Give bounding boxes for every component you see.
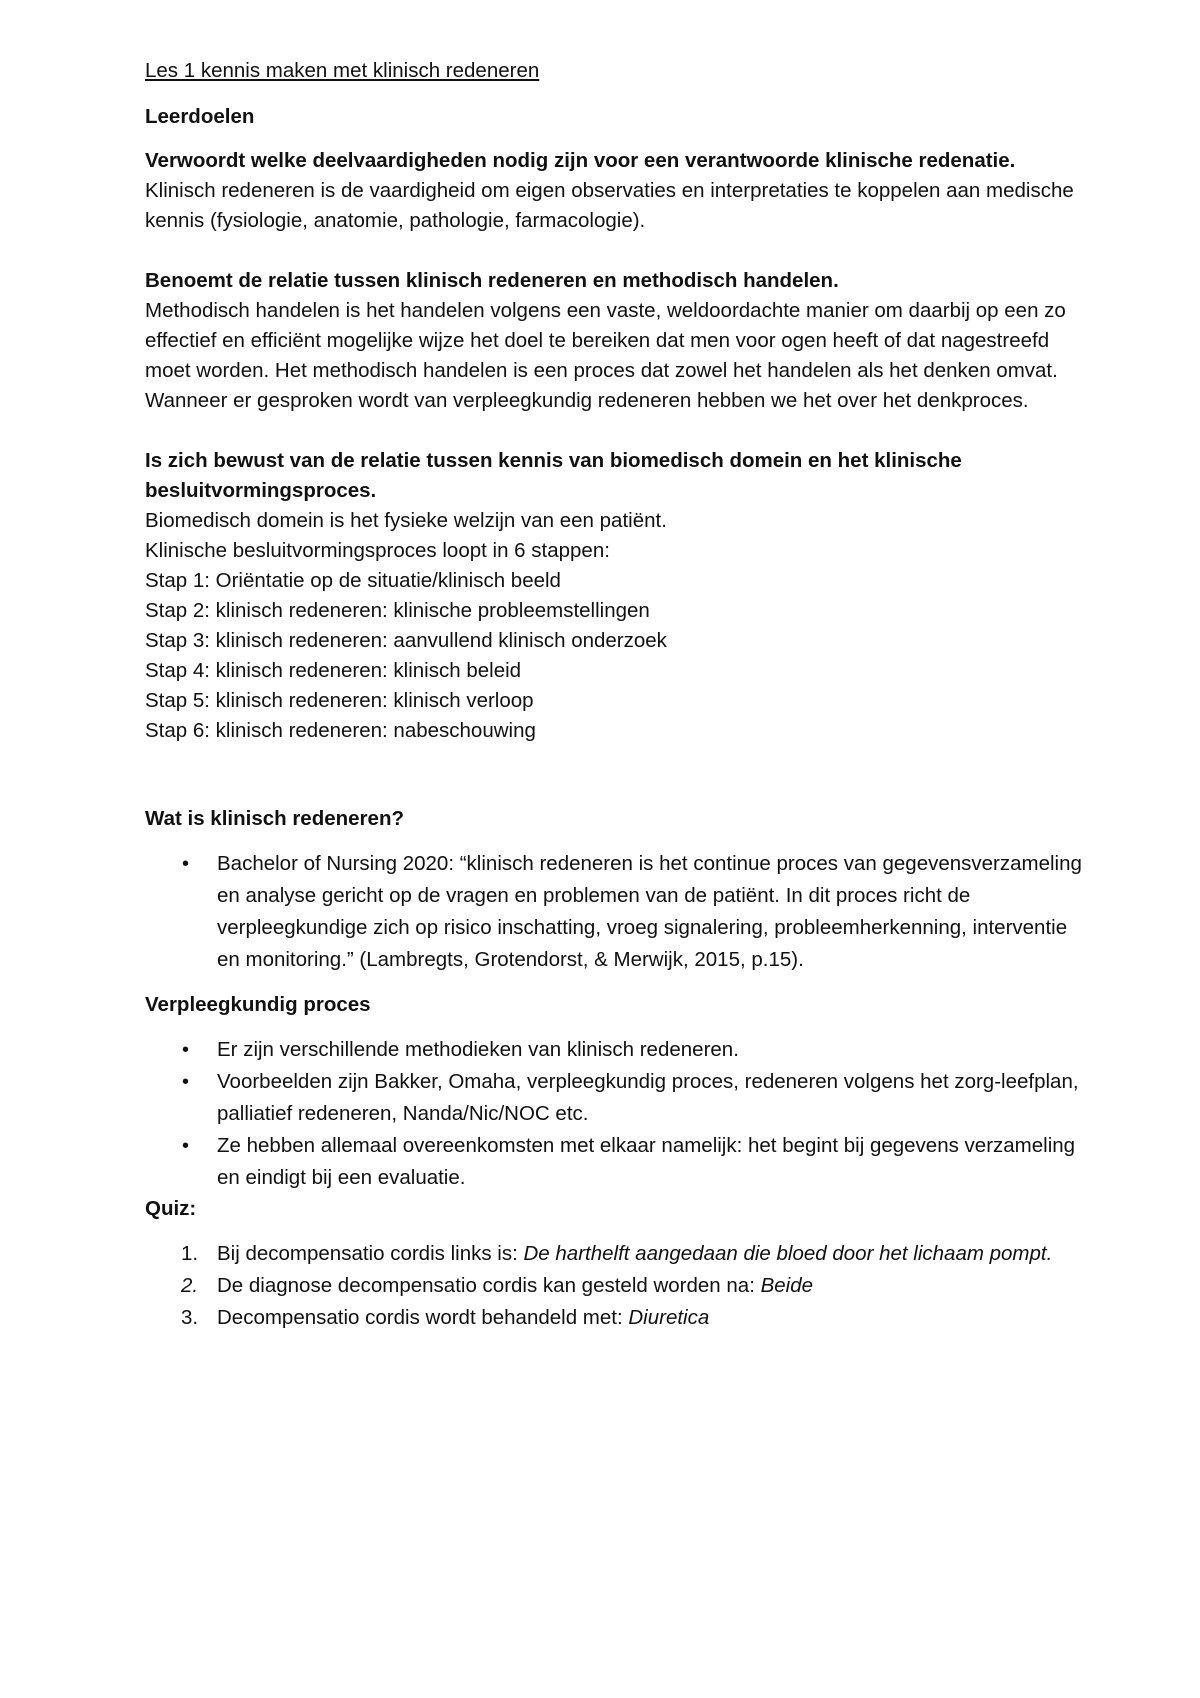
quiz-item-number: 2. — [181, 1274, 199, 1297]
goal-3-line: Biomedisch domein is het fysieke welzijn van een patiënt. — [145, 509, 667, 532]
list-item-text: Voorbeelden zijn Bakker, Omaha, verpleegkundig proces, redeneren volgens het zorg-leefplan, palliatief redeneren, Nanda/Nic/NOC etc. — [217, 1070, 1079, 1125]
bullet-icon: • — [182, 853, 190, 875]
goal-2-body: Methodisch handelen is het handelen volgens een vaste, weldoordachte manier om daarbij op een zo effectief en efficiënt mogelijke wijze het doel te bereiken dat men voor ogen heeft of dat nagestreefd moet worden. Het methodisch handelen is een proces dat zowel het handelen als het denken omvat. Wanneer er gesproken wordt van verpleegkundig redeneren hebben we het over het denkproces. — [145, 299, 1066, 412]
document-title: Les 1 kennis maken met klinisch redeneren — [145, 59, 540, 82]
quiz-question: Decompensatio cordis wordt behandeld met: — [217, 1306, 629, 1329]
what-is-heading: Wat is klinisch redeneren? — [145, 807, 404, 830]
quiz-item — [145, 1270, 1085, 1302]
list-item-text: Ze hebben allemaal overeenkomsten met elkaar namelijk: het begint bij gegevens verzameling en eindigt bij een evaluatie. — [217, 1134, 1076, 1189]
list-item — [145, 848, 1085, 976]
goal-3-line: Klinische besluitvormingsproces loopt in 6 stappen: — [145, 539, 610, 562]
step-line: Stap 6: klinisch redeneren: nabeschouwing — [145, 719, 536, 742]
quiz-question: De diagnose decompensatio cordis kan gesteld worden na: — [217, 1274, 761, 1297]
bullet-icon: • — [182, 1071, 190, 1093]
goal-1-heading: Verwoordt welke deelvaardigheden nodig zijn voor een verantwoorde klinische redenatie. — [145, 149, 1016, 172]
step-line: Stap 5: klinisch redeneren: klinisch verloop — [145, 689, 534, 712]
section-heading-leerdoelen: Leerdoelen — [145, 105, 255, 128]
list-item-text: Er zijn verschillende methodieken van klinisch redeneren. — [217, 1038, 739, 1061]
list-item — [145, 1066, 1085, 1130]
bullet-icon: • — [182, 1039, 190, 1061]
quiz-heading: Quiz: — [145, 1197, 197, 1220]
list-item-text: Bachelor of Nursing 2020: “klinisch redeneren is het continue proces van gegevensverzameling en analyse gericht op de vragen en problemen van de patiënt. In dit proces richt de verpleegkundige zich op risico inschatting, vroeg signalering, probleemherkenning, interventie en monitoring.” (Lambregts, Grotendorst, & Merwijk, 2015, p.15). — [217, 852, 1082, 971]
process-heading: Verpleegkundig proces — [145, 993, 371, 1016]
quiz-answer: Diuretica — [628, 1306, 710, 1329]
quiz-item-number: 3. — [181, 1306, 199, 1329]
quiz-item-number: 1. — [181, 1242, 199, 1265]
step-line: Stap 1: Oriëntatie op de situatie/klinisch beeld — [145, 569, 561, 592]
goal-1-body: Klinisch redeneren is de vaardigheid om eigen observaties en interpretaties te koppelen aan medische kennis (fysiologie, anatomie, pathologie, farmacologie). — [145, 179, 1074, 232]
process-bullet-list — [145, 1034, 1085, 1194]
goal-3-heading: Is zich bewust van de relatie tussen kennis van biomedisch domein en het klinische besluitvormingsproces. — [145, 449, 962, 502]
list-item — [145, 1130, 1085, 1194]
list-item — [145, 1034, 1085, 1066]
bullet-icon: • — [182, 1135, 190, 1157]
quiz-answer: De harthelft aangedaan die bloed door het lichaam pompt. — [523, 1242, 1053, 1265]
quiz-item — [145, 1238, 1085, 1270]
quiz-question: Bij decompensatio cordis links is: — [217, 1242, 524, 1265]
step-line: Stap 4: klinisch redeneren: klinisch beleid — [145, 659, 522, 682]
quiz-list — [145, 1238, 1085, 1334]
step-line: Stap 3: klinisch redeneren: aanvullend klinisch onderzoek — [145, 629, 667, 652]
quiz-answer: Beide — [760, 1274, 814, 1297]
goal-2-heading: Benoemt de relatie tussen klinisch redeneren en methodisch handelen. — [145, 269, 839, 292]
step-line: Stap 2: klinisch redeneren: klinische probleemstellingen — [145, 599, 650, 622]
document-content — [145, 56, 1085, 1334]
what-is-bullet-list — [145, 848, 1085, 976]
quiz-item — [145, 1302, 1085, 1334]
